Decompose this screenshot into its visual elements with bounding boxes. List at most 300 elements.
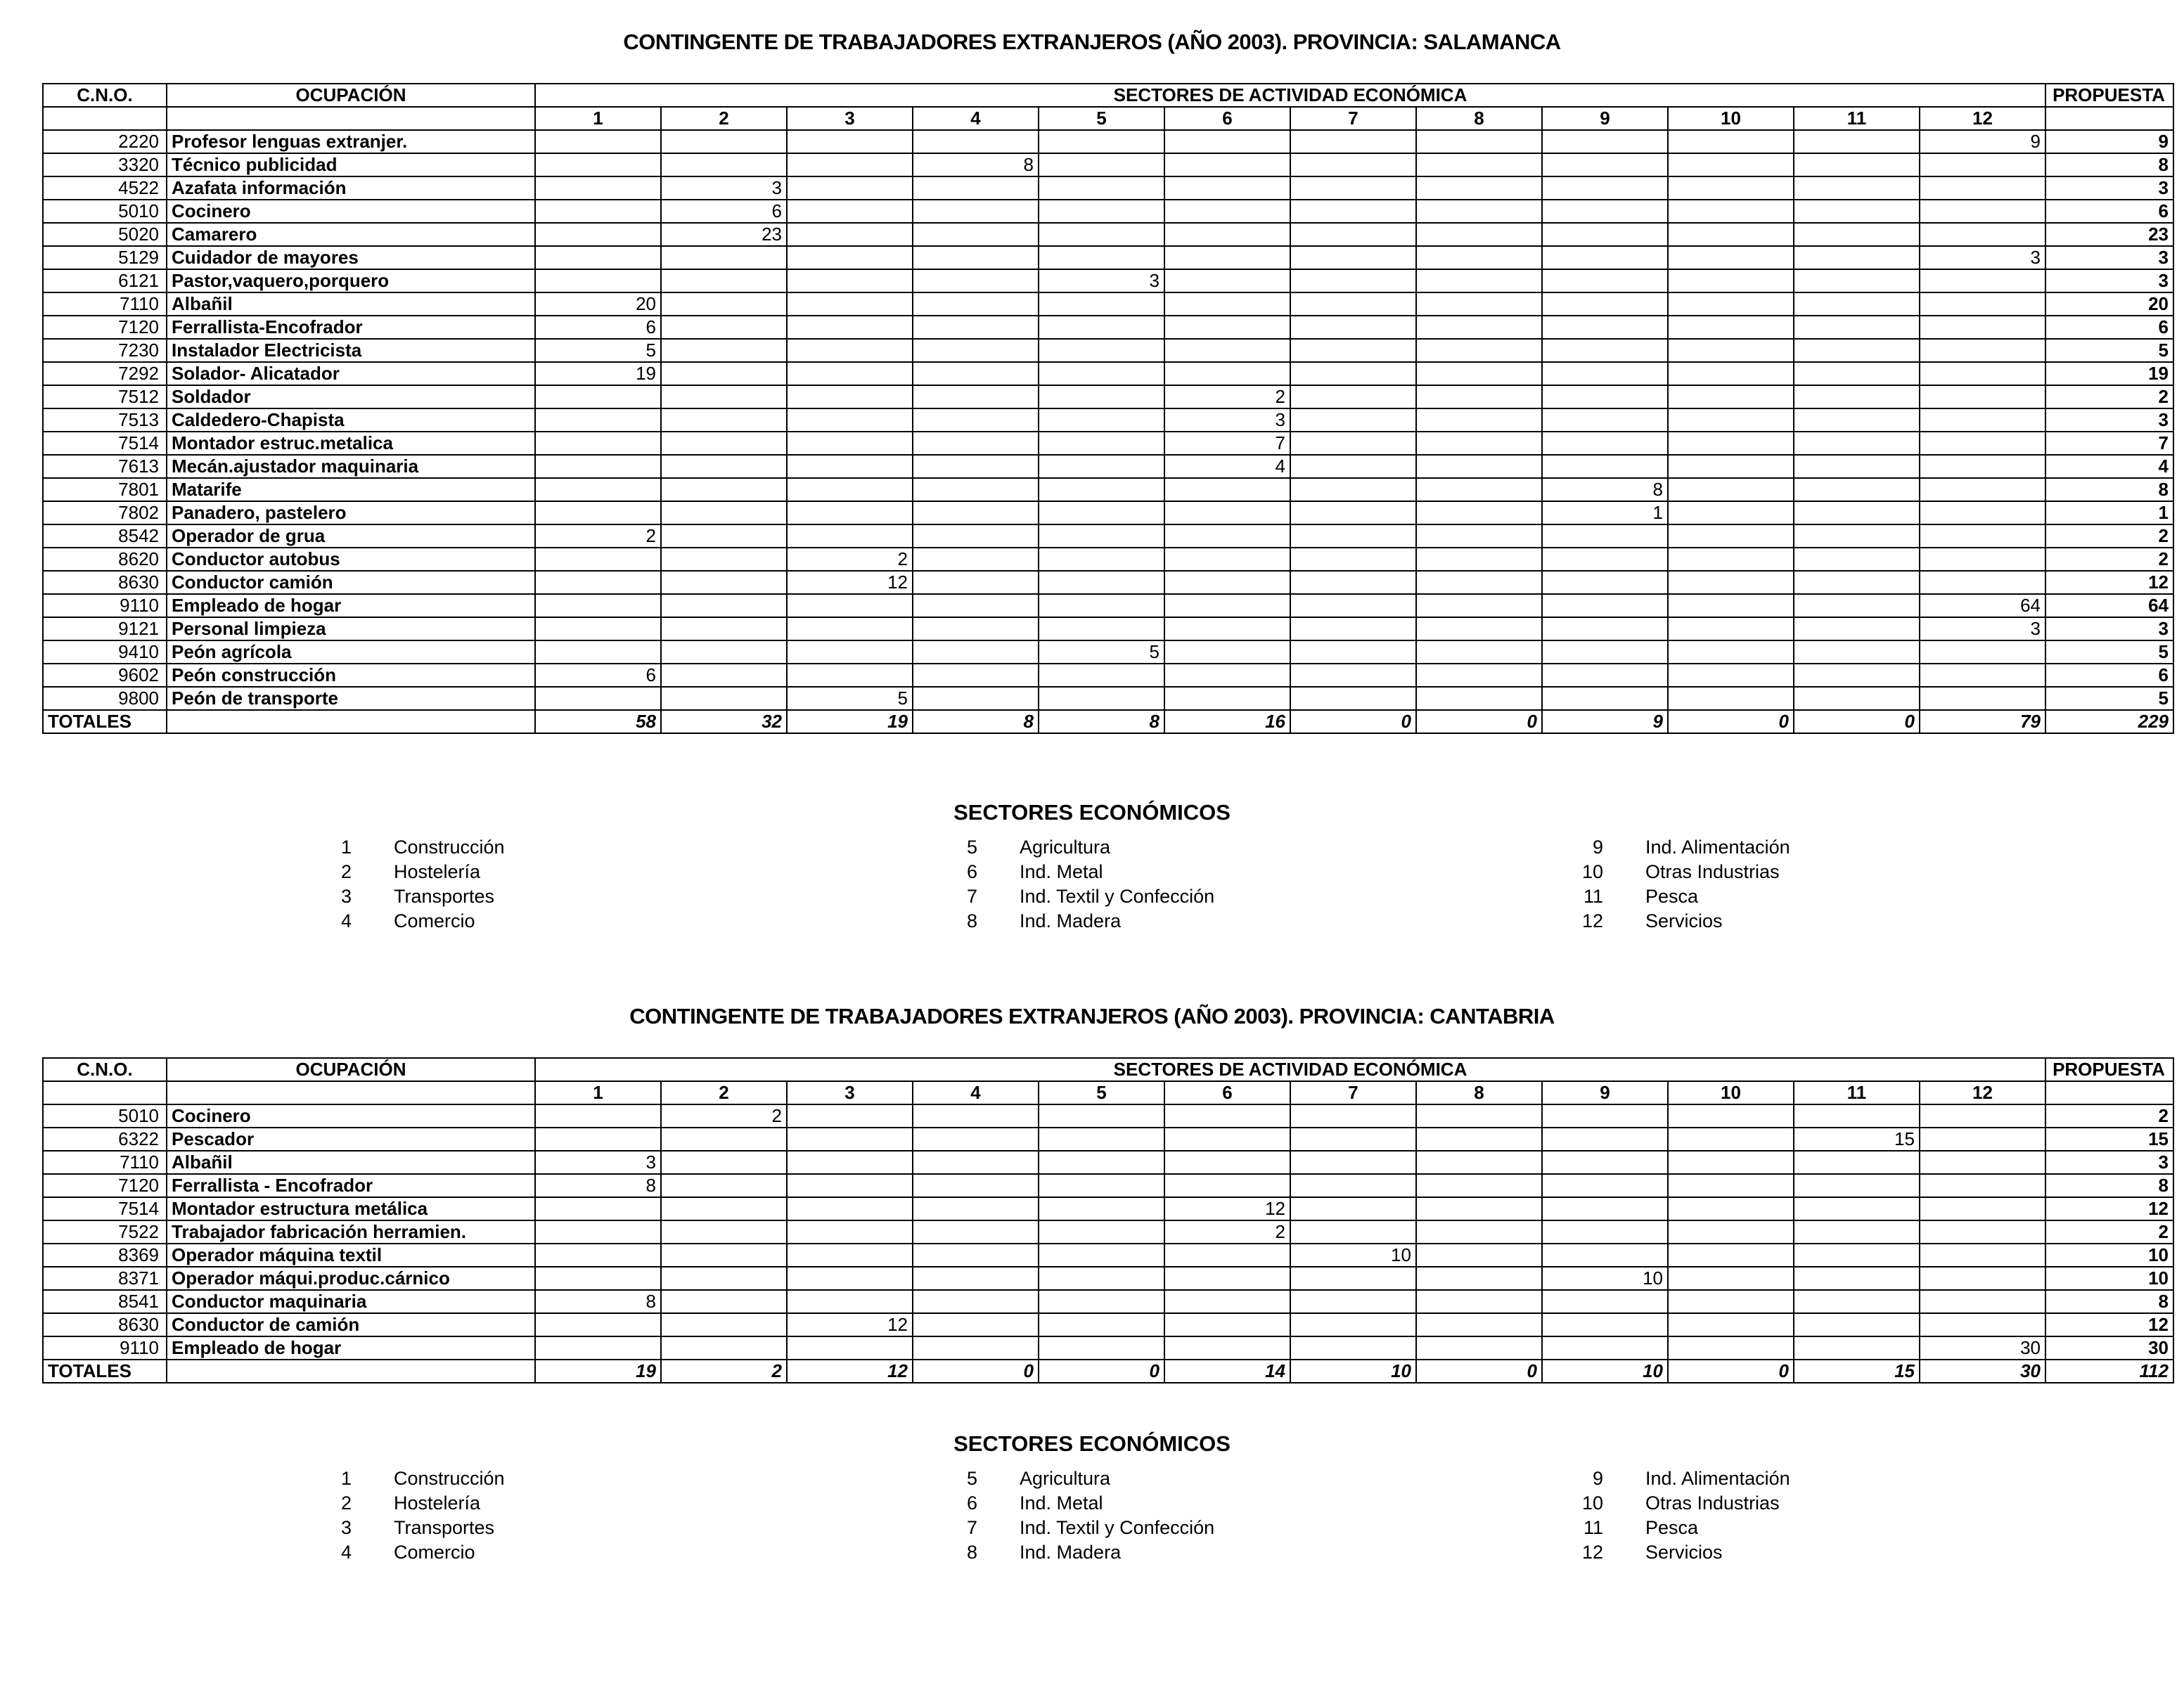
sector-value-cell (1542, 385, 1668, 408)
sector-value-cell (535, 1128, 661, 1151)
sector-value-cell (1542, 664, 1668, 687)
legend-number: 1 (340, 837, 352, 858)
sector-value-cell (1416, 1104, 1542, 1128)
sector-number-header: 1 (535, 1081, 661, 1104)
sector-value-cell (1668, 292, 1794, 316)
sector-value-cell (787, 130, 913, 153)
legend-number: 8 (966, 1542, 977, 1563)
sector-value-cell (1794, 524, 1920, 548)
sector-value-cell (1794, 687, 1920, 710)
legend-label: Hostelería (394, 861, 481, 882)
legend-number: 12 (1581, 910, 1603, 931)
occupation-cell: Cocinero (167, 200, 535, 223)
table-row (43, 1128, 2173, 1151)
legend-label: Ind. Alimentación (1645, 837, 1790, 858)
sector-value-cell (661, 130, 787, 153)
sector-number-header: 2 (661, 107, 787, 130)
sector-value-cell (1416, 524, 1542, 548)
proposal-cell: 3 (2045, 408, 2173, 432)
cno-cell: 7120 (43, 316, 167, 339)
sector-value-cell (535, 269, 661, 292)
legend-number: 11 (1583, 1517, 1603, 1538)
sector-value-cell (535, 640, 661, 664)
cno-cell: 9410 (43, 640, 167, 664)
sector-value-cell (1668, 1151, 1794, 1174)
legend-number: 1 (340, 1468, 352, 1489)
sector-value-cell (1039, 1220, 1164, 1244)
sector-value-cell (1290, 432, 1416, 455)
sector-value-cell (1164, 548, 1290, 571)
proposal-cell: 15 (2045, 1128, 2173, 1151)
sector-value-cell (1416, 339, 1542, 362)
sector-value-cell (1416, 223, 1542, 246)
occupation-cell: Panadero, pastelero (167, 501, 535, 524)
table-row (43, 432, 2173, 455)
sector-value-cell (1668, 1313, 1794, 1336)
sector-value-cell (1542, 1336, 1668, 1360)
occupation-cell: Conductor autobus (167, 548, 535, 571)
sector-value-cell (1416, 1220, 1542, 1244)
sector-value-cell (1794, 292, 1920, 316)
sector-value-cell: 2 (1164, 385, 1290, 408)
sector-value-cell (1039, 292, 1164, 316)
proposal-header: PROPUESTA (2045, 1058, 2173, 1081)
sector-value-cell (535, 617, 661, 640)
sector-value-cell (1290, 292, 1416, 316)
sector-value-cell (1039, 1128, 1164, 1151)
sector-total-cell: 0 (1290, 710, 1416, 733)
sector-value-cell (1039, 1290, 1164, 1313)
table-row (43, 664, 2173, 687)
cno-cell: 5010 (43, 200, 167, 223)
cno-cell: 9800 (43, 687, 167, 710)
sector-value-cell: 12 (1164, 1197, 1290, 1220)
sector-value-cell (1920, 1220, 2045, 1244)
sector-value-cell (913, 1128, 1039, 1151)
occupation-cell: Operador máqui.produc.cárnico (167, 1267, 535, 1290)
sector-value-cell (1920, 339, 2045, 362)
sector-value-cell (535, 1197, 661, 1220)
sector-number-header: 5 (1039, 1081, 1164, 1104)
sector-value-cell (661, 1128, 787, 1151)
sector-value-cell (787, 1151, 913, 1174)
cno-cell: 9602 (43, 664, 167, 687)
occupation-cell: Peón agrícola (167, 640, 535, 664)
sector-value-cell (1164, 223, 1290, 246)
proposal-cell: 2 (2045, 524, 2173, 548)
sector-total-cell: 0 (913, 1360, 1039, 1383)
sector-value-cell (913, 1220, 1039, 1244)
sector-value-cell (661, 246, 787, 269)
sector-value-cell (913, 246, 1039, 269)
sector-value-cell (1164, 640, 1290, 664)
legend-number: 4 (340, 910, 352, 931)
sector-value-cell (1416, 1197, 1542, 1220)
sector-value-cell (1039, 687, 1164, 710)
sector-value-cell: 30 (1920, 1336, 2045, 1360)
sector-value-cell (1290, 1313, 1416, 1336)
sector-value-cell (1039, 408, 1164, 432)
occupation-cell: Montador estructura metálica (167, 1197, 535, 1220)
cno-cell: 2220 (43, 130, 167, 153)
sector-number-header: 12 (1920, 107, 2045, 130)
sector-value-cell (661, 1313, 787, 1336)
sector-value-cell (661, 153, 787, 176)
sector-value-cell (661, 385, 787, 408)
occupation-cell: Empleado de hogar (167, 1336, 535, 1360)
proposal-cell: 6 (2045, 200, 2173, 223)
empty-cell (167, 710, 535, 733)
sector-value-cell (1416, 269, 1542, 292)
sector-value-cell (1794, 1336, 1920, 1360)
cno-cell: 7801 (43, 478, 167, 501)
occupation-cell: Azafata información (167, 176, 535, 200)
sector-value-cell (1290, 362, 1416, 385)
proposal-cell: 2 (2045, 548, 2173, 571)
sector-value-cell (1668, 1220, 1794, 1244)
proposal-cell: 23 (2045, 223, 2173, 246)
sector-value-cell (1039, 1197, 1164, 1220)
proposal-cell: 2 (2045, 385, 2173, 408)
sector-value-cell (661, 1174, 787, 1197)
sector-value-cell (787, 617, 913, 640)
occupation-cell: Ferrallista - Encofrador (167, 1174, 535, 1197)
sector-value-cell (913, 594, 1039, 617)
sector-value-cell (1290, 1151, 1416, 1174)
sector-value-cell (1416, 664, 1542, 687)
sector-number-header: 10 (1668, 107, 1794, 130)
sector-value-cell (1164, 594, 1290, 617)
sector-value-cell (1416, 1174, 1542, 1197)
occupation-cell: Pastor,vaquero,porquero (167, 269, 535, 292)
sector-value-cell (661, 432, 787, 455)
sector-total-cell: 12 (787, 1360, 913, 1383)
sector-value-cell (1416, 640, 1542, 664)
sector-value-cell (535, 385, 661, 408)
sector-value-cell (1794, 1104, 1920, 1128)
totals-row (43, 710, 2173, 733)
sector-value-cell (1542, 1290, 1668, 1313)
sector-value-cell: 5 (1039, 640, 1164, 664)
sector-value-cell (1920, 1104, 2045, 1128)
proposal-cell: 3 (2045, 269, 2173, 292)
sector-value-cell (1542, 292, 1668, 316)
sector-number-header: 11 (1794, 107, 1920, 130)
sector-value-cell (1542, 1174, 1668, 1197)
sector-number-header: 7 (1290, 107, 1416, 130)
sectors-header: SECTORES DE ACTIVIDAD ECONÓMICA (535, 84, 2045, 107)
sector-value-cell (1039, 316, 1164, 339)
sector-value-cell (661, 664, 787, 687)
cno-cell: 8371 (43, 1267, 167, 1290)
sector-value-cell (535, 1336, 661, 1360)
occupation-cell: Conductor camión (167, 571, 535, 594)
table-row (43, 408, 2173, 432)
sector-value-cell (1416, 292, 1542, 316)
sector-total-cell: 2 (661, 1360, 787, 1383)
sector-value-cell: 8 (913, 153, 1039, 176)
legend-label: Ind. Alimentación (1645, 1468, 1790, 1489)
sector-value-cell (661, 316, 787, 339)
sector-value-cell (1039, 432, 1164, 455)
sector-total-cell: 14 (1164, 1360, 1290, 1383)
sector-value-cell (1668, 617, 1794, 640)
sector-total-cell: 19 (787, 710, 913, 733)
sector-value-cell (1542, 571, 1668, 594)
sector-value-cell (1416, 478, 1542, 501)
sector-value-cell (1920, 1244, 2045, 1267)
sector-value-cell (913, 292, 1039, 316)
sector-number-header: 12 (1920, 1081, 2045, 1104)
empty-cell (167, 1360, 535, 1383)
sector-value-cell (1290, 687, 1416, 710)
sector-value-cell (1794, 640, 1920, 664)
sector-value-cell (535, 408, 661, 432)
sector-value-cell (1039, 362, 1164, 385)
legend-number: 6 (966, 861, 977, 882)
sector-value-cell (1668, 1290, 1794, 1313)
sector-value-cell (1290, 640, 1416, 664)
sector-value-cell (1668, 1244, 1794, 1267)
sector-value-cell (1290, 664, 1416, 687)
sector-value-cell (1668, 246, 1794, 269)
proposal-header: PROPUESTA (2045, 84, 2173, 107)
sector-value-cell (1039, 455, 1164, 478)
occupation-cell: Operador de grua (167, 524, 535, 548)
sector-value-cell: 5 (787, 687, 913, 710)
sector-value-cell (535, 571, 661, 594)
sector-value-cell (1668, 478, 1794, 501)
sector-value-cell (535, 223, 661, 246)
sector-value-cell (1794, 432, 1920, 455)
legend-label: Hostelería (394, 1492, 481, 1514)
occupation-cell: Ferrallista-Encofrador (167, 316, 535, 339)
cno-cell: 5010 (43, 1104, 167, 1128)
sector-value-cell (661, 1151, 787, 1174)
sector-value-cell (1542, 524, 1668, 548)
sector-value-cell (1416, 362, 1542, 385)
sector-value-cell (661, 339, 787, 362)
proposal-cell: 8 (2045, 478, 2173, 501)
sector-value-cell (1290, 130, 1416, 153)
cno-cell: 5020 (43, 223, 167, 246)
sector-value-cell (661, 362, 787, 385)
sector-total-cell: 8 (913, 710, 1039, 733)
sector-value-cell (1920, 223, 2045, 246)
sector-value-cell (1542, 640, 1668, 664)
sector-value-cell: 3 (1164, 408, 1290, 432)
sector-value-cell (1668, 269, 1794, 292)
sector-value-cell (787, 1267, 913, 1290)
sector-value-cell (913, 269, 1039, 292)
table-row (43, 1267, 2173, 1290)
sector-value-cell (1039, 524, 1164, 548)
proposal-cell: 64 (2045, 594, 2173, 617)
sector-value-cell (535, 130, 661, 153)
sector-value-cell (1290, 1128, 1416, 1151)
table-row (43, 200, 2173, 223)
sector-value-cell (661, 501, 787, 524)
table-row (43, 1313, 2173, 1336)
cno-cell: 9121 (43, 617, 167, 640)
salamanca-title: CONTINGENTE DE TRABAJADORES EXTRANJEROS (AÑO 2003). PROVINCIA: SALAMANCA (623, 30, 1561, 54)
legend-title: SECTORES ECONÓMICOS (953, 1431, 1231, 1456)
sector-total-cell: 0 (1794, 710, 1920, 733)
sector-value-cell (661, 640, 787, 664)
legend-label: Ind. Metal (1020, 861, 1103, 882)
sector-value-cell (1794, 1174, 1920, 1197)
proposal-cell: 20 (2045, 292, 2173, 316)
sector-value-cell (787, 501, 913, 524)
table-row (43, 1197, 2173, 1220)
sector-total-cell: 32 (661, 710, 787, 733)
sector-value-cell (1920, 687, 2045, 710)
sector-value-cell: 23 (661, 223, 787, 246)
sector-value-cell (1668, 200, 1794, 223)
sector-value-cell (1039, 200, 1164, 223)
proposal-cell: 8 (2045, 1174, 2173, 1197)
sector-value-cell (1542, 687, 1668, 710)
sector-number-header: 10 (1668, 1081, 1794, 1104)
table-row (43, 640, 2173, 664)
sector-value-cell (1164, 1290, 1290, 1313)
sector-value-cell (1039, 176, 1164, 200)
table-row (43, 130, 2173, 153)
sector-value-cell (787, 316, 913, 339)
table-row (43, 1290, 2173, 1313)
sector-number-header: 1 (535, 107, 661, 130)
legend-number: 8 (966, 910, 977, 931)
legend-number: 9 (1592, 837, 1603, 858)
occupation-cell: Pescador (167, 1128, 535, 1151)
sector-value-cell (1668, 432, 1794, 455)
table-row (43, 246, 2173, 269)
legend-label: Ind. Textil y Confección (1020, 1517, 1215, 1538)
legend-number: 2 (340, 1492, 352, 1514)
sector-value-cell (1416, 408, 1542, 432)
sector-value-cell (1794, 478, 1920, 501)
sector-value-cell (1794, 455, 1920, 478)
sector-total-cell: 0 (1416, 710, 1542, 733)
table-row (43, 1174, 2173, 1197)
sector-value-cell (1920, 1290, 2045, 1313)
cno-cell: 7110 (43, 292, 167, 316)
proposal-cell: 30 (2045, 1336, 2173, 1360)
table-row (43, 548, 2173, 571)
occupation-cell: Matarife (167, 478, 535, 501)
sector-value-cell (787, 1104, 913, 1128)
cno-cell: 7514 (43, 432, 167, 455)
sector-total-cell: 10 (1290, 1360, 1416, 1383)
sector-value-cell: 8 (1542, 478, 1668, 501)
sector-value-cell (1794, 316, 1920, 339)
sector-value-cell: 8 (535, 1174, 661, 1197)
sector-value-cell (535, 687, 661, 710)
cno-cell: 9110 (43, 1336, 167, 1360)
sector-value-cell (1290, 246, 1416, 269)
sector-value-cell (535, 176, 661, 200)
sector-value-cell (913, 687, 1039, 710)
sector-value-cell: 2 (535, 524, 661, 548)
sector-value-cell (1542, 339, 1668, 362)
header-row (43, 1058, 2173, 1081)
occupation-cell: Soldador (167, 385, 535, 408)
sector-value-cell (787, 200, 913, 223)
occupation-cell: Caldedero-Chapista (167, 408, 535, 432)
sector-value-cell: 2 (1164, 1220, 1290, 1244)
sector-value-cell (1668, 408, 1794, 432)
sector-value-cell (1920, 200, 2045, 223)
sector-value-cell (535, 1220, 661, 1244)
sector-value-cell (1920, 362, 2045, 385)
sector-value-cell (1794, 176, 1920, 200)
sector-value-cell: 8 (535, 1290, 661, 1313)
sector-value-cell (1164, 687, 1290, 710)
cno-cell: 8369 (43, 1244, 167, 1267)
table-row (43, 1220, 2173, 1244)
occupation-cell: Peón de transporte (167, 687, 535, 710)
sector-value-cell (1794, 200, 1920, 223)
cno-header: C.N.O. (43, 84, 167, 107)
sector-value-cell (787, 1174, 913, 1197)
sector-value-cell (1542, 246, 1668, 269)
sector-value-cell (913, 362, 1039, 385)
sector-value-cell (1668, 153, 1794, 176)
legend-label: Otras Industrias (1645, 861, 1780, 882)
cno-cell: 8541 (43, 1290, 167, 1313)
sector-value-cell (1668, 455, 1794, 478)
sector-value-cell (913, 1197, 1039, 1220)
sector-value-cell (1039, 1151, 1164, 1174)
sector-value-cell (913, 432, 1039, 455)
sector-value-cell (1920, 571, 2045, 594)
sector-value-cell (1290, 594, 1416, 617)
sector-value-cell (1416, 455, 1542, 478)
sector-value-cell (1542, 1244, 1668, 1267)
sector-value-cell: 6 (661, 200, 787, 223)
table-row (43, 316, 2173, 339)
sector-value-cell (787, 1197, 913, 1220)
sector-total-cell: 9 (1542, 710, 1668, 733)
sector-value-cell (1416, 548, 1542, 571)
sector-value-cell (1794, 153, 1920, 176)
sector-value-cell: 12 (787, 1313, 913, 1336)
sector-value-cell (1039, 594, 1164, 617)
sector-value-cell (1164, 153, 1290, 176)
sector-value-cell (1794, 130, 1920, 153)
sector-value-cell (1920, 664, 2045, 687)
sector-value-cell (1164, 176, 1290, 200)
table-row (43, 524, 2173, 548)
sector-value-cell (1164, 478, 1290, 501)
sector-value-cell (1542, 176, 1668, 200)
sector-value-cell (1290, 478, 1416, 501)
sector-value-cell (1290, 223, 1416, 246)
sector-value-cell (1668, 385, 1794, 408)
sector-value-cell (1920, 524, 2045, 548)
sector-value-cell (1164, 1128, 1290, 1151)
sector-value-cell (1794, 1244, 1920, 1267)
sector-value-cell (1290, 1267, 1416, 1290)
sector-value-cell (1039, 339, 1164, 362)
table-row (43, 687, 2173, 710)
sector-value-cell (535, 1244, 661, 1267)
proposal-cell: 10 (2045, 1244, 2173, 1267)
sector-value-cell (1542, 1313, 1668, 1336)
sector-value-cell (1290, 1336, 1416, 1360)
sector-value-cell (1794, 385, 1920, 408)
sector-value-cell (1794, 269, 1920, 292)
